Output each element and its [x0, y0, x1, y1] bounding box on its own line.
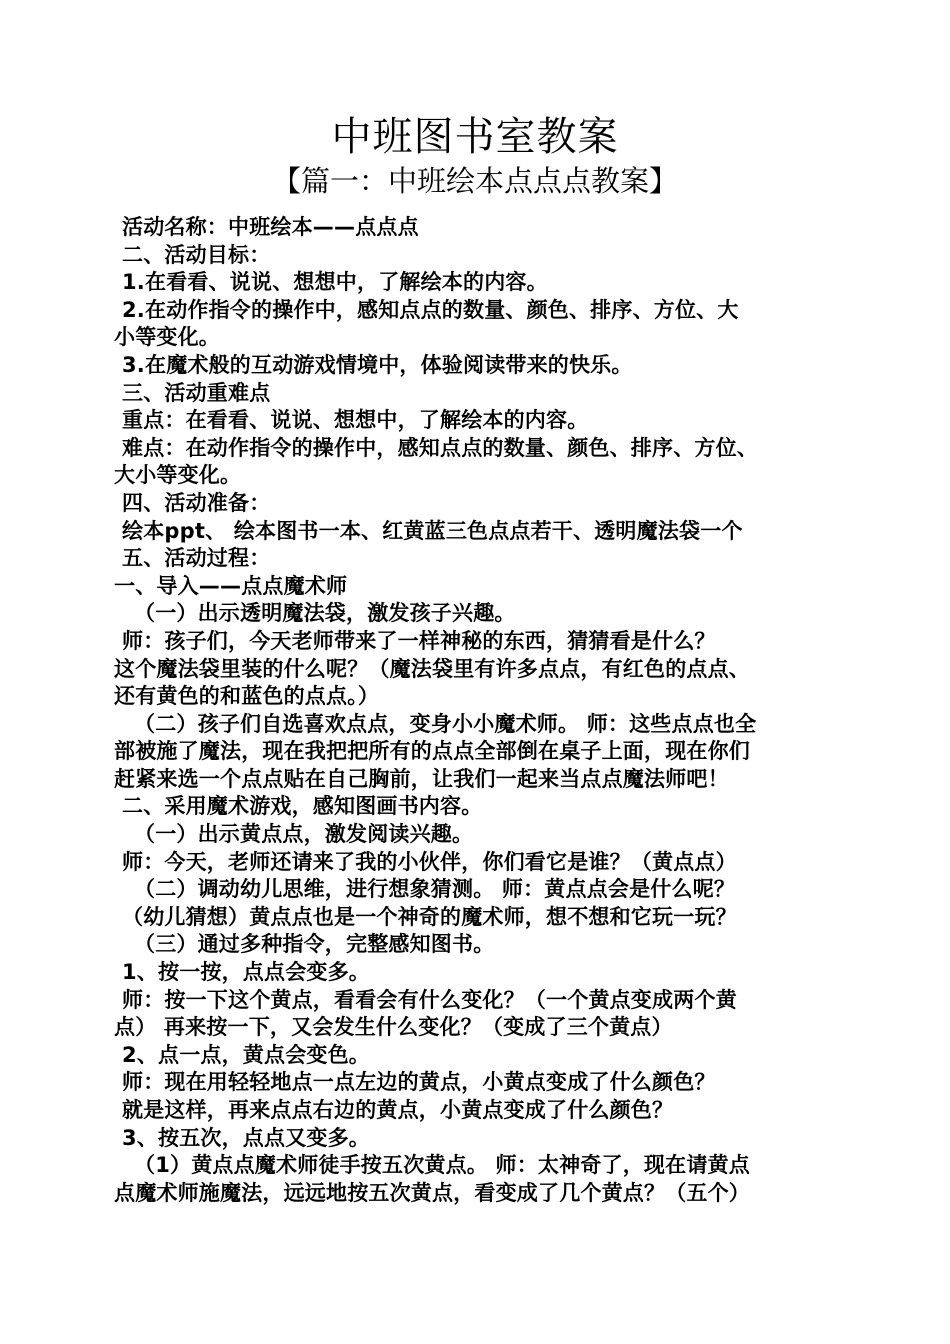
body-line: 部被施了魔法，现在我把把所有的点点全部倒在桌子上面，现在你们	[114, 739, 750, 764]
body-line: （二）孩子们自选喜欢点点，变身小小魔术师。 师：这些点点也全	[134, 711, 757, 736]
document-subtitle: 【篇一：中班绘本点点点教案】	[271, 164, 678, 198]
body-line: 赶紧来选一个点点贴在自己胸前，让我们一起来当点点魔法师吧！	[114, 766, 729, 791]
body-line: 二、采用魔术游戏，感知图画书内容。	[122, 794, 483, 819]
body-line: 3.在魔术般的互动游戏情境中，体验阅读带来的快乐。	[122, 352, 633, 377]
body-line: 这个魔法袋里装的什么呢？（魔法袋里有许多点点，有红色的点点、	[114, 656, 750, 681]
document-body	[114, 214, 844, 1207]
body-line: 就是这样，再来点点右边的黄点，小黄点变成了什么颜色？	[122, 1098, 674, 1122]
body-line: 小等变化。	[114, 325, 220, 350]
body-line: （1）黄点点魔术师徒手按五次黄点。 师：太神奇了，现在请黄点	[134, 1153, 750, 1178]
document-title: 中班图书室教案	[331, 114, 619, 160]
body-line: 1.在看看、说说、想想中，了解绘本的内容。	[122, 270, 548, 295]
body-line: 二、活动目标：	[122, 242, 271, 267]
body-line: 师：现在用轻轻地点一点左边的黄点，小黄点变成了什么颜色？	[122, 1070, 716, 1095]
body-line: 2.在动作指令的操作中，感知点点的数量、颜色、排序、方位、大	[122, 297, 739, 322]
body-line: 还有黄色的和蓝色的点点。）	[114, 684, 380, 709]
body-line: 师：孩子们，今天老师带来了一样神秘的东西，猜猜看是什么？	[122, 628, 716, 653]
body-line: 点） 再来按一下，又会发生什么变化？（变成了三个黄点）	[114, 1015, 673, 1040]
body-line: 活动名称：中班绘本——点点点	[122, 215, 419, 239]
body-line: 一、导入——点点魔术师	[114, 573, 348, 598]
body-line: 师：按一下这个黄点，看看会有什么变化？（一个黄点变成两个黄	[122, 987, 737, 1012]
body-line: 3、按五次，点点又变多。	[122, 1125, 371, 1150]
body-line: （二）调动幼儿思维，进行想象猜测。 师：黄点点会是什么呢？	[134, 877, 736, 902]
body-line: 大小等变化。	[114, 463, 242, 488]
body-line: 四、活动准备：	[122, 490, 271, 515]
body-line: （一）出示透明魔法袋，激发孩子兴趣。	[134, 601, 516, 626]
body-line: 师：今天，老师还请来了我的小伙伴，你们看它是谁？（黄点点）	[122, 849, 737, 874]
body-line: 1、按一按，点点会变多。	[122, 960, 371, 985]
body-line: 2、点一点，黄点会变色。	[122, 1042, 371, 1067]
body-line: 三、活动重难点	[122, 380, 271, 405]
body-line: 点魔术师施魔法，远远地按五次黄点，看变成了几个黄点？（五个）	[114, 1180, 750, 1205]
body-line: （幼儿猜想）黄点点也是一个神奇的魔术师，想不想和它玩一玩？	[122, 904, 737, 929]
body-line: 五、活动过程：	[122, 546, 271, 571]
body-line: （三）通过多种指令，完整感知图书。	[134, 932, 495, 957]
body-line: （一）出示黄点点，激发阅读兴趣。	[134, 822, 474, 847]
body-line: 绘本ppt、 绘本图书一本、红黄蓝三色点点若干、透明魔法袋一个	[122, 518, 743, 543]
body-line: 难点：在动作指令的操作中，感知点点的数量、颜色、排序、方位、	[122, 435, 758, 460]
body-line: 重点：在看看、说说、想想中，了解绘本的内容。	[122, 408, 589, 433]
